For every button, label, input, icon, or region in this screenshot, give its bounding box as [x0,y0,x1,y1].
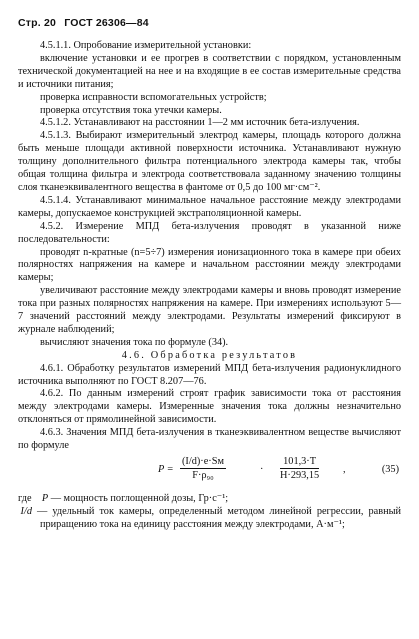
fraction-numerator: 101,3·T [280,456,319,469]
paragraph: проводят n-кратные (n=5÷7) измерения ионизационного тока в камере при обеих полярностях напряжения на камере и начальном расстоянии между электродами камеры; [18,246,401,284]
definition-term: I/d [20,505,32,517]
formula-lhs: P = [158,464,174,475]
definitions [18,493,401,532]
definition-text: — удельный ток камеры, определенный методом линейной регрессии, равный приращению тока на единицу расстояния между электродами, А·м⁻¹; [37,505,402,530]
paragraph: увеличивают расстояние между электродами камеры и вновь проводят измерение тока при разных полярностях напряжения на камере. При измерениях используют 5—7 значений расстояний между электродами. Результаты измерений фиксируют в журнале наблюдений; [18,285,401,335]
paragraph: проверка отсутствия тока утечки камеры. [40,104,222,116]
page-number: Стр. 20 [18,17,57,29]
section-heading: 4.6. Обработка результатов [121,349,298,361]
formula-number: (35) [381,464,399,475]
fraction-denominator: H·293,15 [280,470,320,481]
paragraph: 4.6.3. Значения МПД бета-излучения в тканеэквивалентном веществе вычисляют по формуле [18,427,401,452]
paragraph: включение установки и ее прогрев в соответствии с порядком, установленным технической документацией на нее и на входящие в ее состав измерительные средства и источники питания; [18,52,401,90]
fraction-denominator: F·ρ₉₀ [192,470,214,481]
definition-prefix: где [18,493,32,504]
page-header [18,17,154,29]
definition-text: — мощность поглощенной дозы, Гр·с⁻¹; [50,493,229,504]
formula-multiply: · [260,464,264,475]
paragraph: 4.5.2. Измерение МПД бета-излучения проводят в указанной ниже последовательности: [18,220,401,245]
paragraph: 4.6.2. По данным измерений строят график зависимости тока от расстояния между электродами камеры. Измеренные значения тока должны незначительно отклоняться от прямолинейной зависимости. [18,388,401,426]
formula-35 [18,453,401,493]
paragraph: проверка исправности вспомогательных устройств; [40,91,267,103]
definition-term: P [41,493,49,504]
paragraph: 4.5.1.4. Устанавливают минимальное начальное расстояние между электродами камеры, допускаемое конструкцией экстраполяционной камеры. [18,194,401,219]
formula-fraction-1 [180,456,226,481]
paragraph: 4.5.1.1. Опробование измерительной установки: [40,40,252,51]
standard-code: ГОСТ 26306—84 [64,17,149,29]
document-body [18,40,401,532]
definition-item [18,506,401,532]
definition-item [18,493,401,506]
fraction-numerator: (I/d)·e·Sм [182,456,224,467]
formula-fraction-2 [280,456,319,481]
paragraph: 4.5.1.3. Выбирают измерительный электрод камеры, площадь которого должна быть меньше площади активной поверхности источника. Устанавливают нужную толщину дополнительного фильтра потенциального электрода камеры так, чтобы общая толщина фильтра и электрода соответствовала заданному значению толщины слоя тканеэквивалентного вещества в фантоме от 0,5 до 100 мг·см⁻². [18,130,401,193]
paragraph: вычисляют значения тока по формуле (34). [40,336,229,348]
paragraph: 4.5.1.2. Устанавливают на расстоянии 1—2 мм источник бета-излучения. [40,117,360,129]
formula-comma: , [343,464,346,475]
paragraph: 4.6.1. Обработку результатов измерений МПД бета-излучения радионуклидного источника выполняют по ГОСТ 8.207—76. [18,362,401,387]
